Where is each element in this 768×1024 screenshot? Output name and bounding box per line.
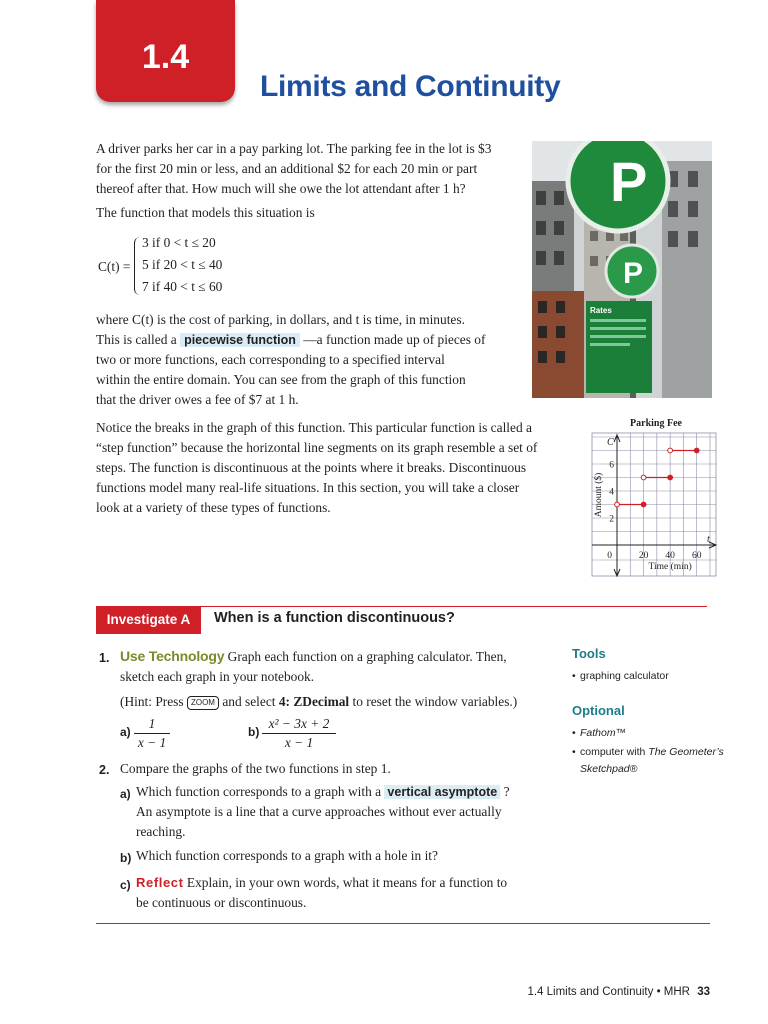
y-axis-label: Amount ($): [594, 472, 604, 518]
fraction-a-numerator: 1: [134, 716, 170, 734]
parking-fee-graph: [586, 415, 726, 585]
rates-board-text: Rates: [590, 306, 612, 315]
intro-paragraph-4: [96, 418, 578, 518]
fraction-a: [134, 716, 170, 751]
piecewise-lhs: C(t) =: [98, 259, 131, 274]
text-line: be continuous or discontinuous.: [136, 895, 307, 910]
sign-letter-small: P: [623, 257, 644, 290]
text-line: sketch each graph in your notebook.: [120, 669, 315, 684]
use-technology-keyword: Use Technology: [120, 648, 225, 664]
text-line: [96, 330, 516, 350]
text-line: A driver parks her car in a pay parking lot. The parking fee in the lot is $3: [96, 141, 492, 156]
text-fragment: Sketchpad®: [580, 763, 638, 775]
text-fragment: and select: [222, 694, 276, 709]
step-1b-label: b): [248, 725, 260, 739]
open-endpoint: [615, 502, 620, 507]
parking-sign-photo: [532, 141, 712, 398]
glossary-term-vertical-asymptote[interactable]: vertical asymptote: [384, 785, 500, 799]
step-2a-label: a): [120, 787, 131, 801]
parking-sign-illustration: [532, 141, 712, 398]
y-tick-label: 6: [609, 460, 614, 471]
optional-item-1: [572, 725, 626, 742]
closed-endpoint: [641, 502, 646, 507]
text-fragment: Graph each function on a graphing calculator. Then,: [227, 649, 507, 664]
text-line: within the entire domain. You can see from the graph of this function: [96, 372, 466, 387]
fraction-b-numerator: x² − 3x + 2: [262, 716, 336, 734]
fraction-b-denominator: x − 1: [284, 735, 314, 750]
page-number: 33: [697, 986, 710, 998]
step-2-text: Compare the graphs of the two functions in step 1.: [120, 761, 391, 776]
zdecimal-option: 4: ZDecimal: [278, 694, 350, 709]
footer-text: 1.4 Limits and Continuity • MHR: [527, 986, 690, 998]
section-title: Limits and Continuity: [260, 70, 561, 103]
text-line: for the first 20 min or less, and an additional $2 for each 20 min or part: [96, 161, 478, 176]
text-line: that the driver owes a fee of $7 at 1 h.: [96, 392, 299, 407]
graph-svg: [586, 415, 726, 580]
text-fragment: to reset the window variables.): [352, 694, 518, 709]
text-line: functions model many real-life situations. In this section, you will take a closer: [96, 480, 520, 495]
step-1a-label: a): [120, 725, 131, 739]
text-line: Notice the breaks in the graph of this function. This particular function is called a: [96, 420, 532, 435]
x-tick-label: 20: [638, 551, 649, 561]
piecewise-brace: [134, 237, 141, 295]
x-axis-letter: t: [707, 534, 710, 545]
text-line: reaching.: [136, 824, 186, 839]
tools-item: [572, 668, 669, 685]
piecewise-case-3: 7 if 40 < t ≤ 60: [142, 279, 223, 294]
text-line: [136, 873, 556, 893]
x-axis-label: Time (min): [648, 562, 692, 572]
step-2a-text: [136, 782, 556, 842]
hint-line: [120, 692, 560, 712]
zoom-key-icon: ZOOM: [187, 696, 219, 710]
glossary-term-piecewise-function[interactable]: piecewise function: [180, 333, 300, 347]
y-axis-letter: C: [607, 437, 614, 448]
section-number: 1.4: [141, 38, 190, 76]
step-2c-text: [136, 873, 556, 913]
text-line: where C(t) is the cost of parking, in dollars, and t is time, in minutes.: [96, 312, 465, 327]
text-line: two or more functions, each corresponding to a specified interval: [96, 352, 445, 367]
bullet-icon: •: [572, 670, 576, 682]
step-2c-label: c): [120, 878, 131, 892]
text-fragment: The Geometer’s: [648, 746, 724, 758]
bottom-rule: [96, 923, 710, 924]
step-1-text: [120, 646, 560, 712]
text-line: look at a variety of these types of functions.: [96, 500, 331, 515]
tools-item-label: graphing calculator: [580, 670, 669, 682]
x-tick-label: 40: [665, 551, 675, 561]
text-fragment: This is called a: [96, 332, 177, 347]
intro-paragraph-1: [96, 139, 536, 199]
reflect-keyword: Reflect: [136, 875, 184, 890]
fraction-a-denominator: x − 1: [137, 735, 167, 750]
intro-paragraph-2: The function that models this situation is: [96, 205, 315, 220]
optional-heading: Optional: [572, 703, 625, 718]
closed-endpoint: [694, 448, 699, 453]
open-endpoint: [641, 475, 646, 480]
investigate-label: Investigate A: [96, 606, 201, 634]
closed-endpoint: [668, 475, 673, 480]
text-fragment: ?: [503, 784, 510, 799]
intro-paragraph-3: [96, 310, 516, 410]
fraction-b: [262, 716, 336, 751]
piecewise-case-1: 3 if 0 < t ≤ 20: [142, 235, 216, 250]
text-fragment: —a function made up of pieces of: [303, 332, 486, 347]
bullet-icon: •: [572, 746, 576, 758]
bullet-icon: •: [572, 727, 576, 739]
text-fragment: (Hint: Press: [120, 694, 184, 709]
text-fragment: computer with: [580, 746, 646, 758]
step-2b-label: b): [120, 851, 132, 865]
step-2-number: 2.: [99, 763, 110, 777]
text-line: [136, 782, 556, 802]
text-line: An asymptote is a line that a curve approaches without ever actually: [136, 804, 502, 819]
investigate-title: When is a function discontinuous?: [214, 610, 455, 626]
graph-title: Parking Fee: [630, 418, 682, 429]
tools-heading: Tools: [572, 646, 606, 661]
text-line: steps. The function is discontinuous at the points where it breaks. Discontinuous: [96, 460, 527, 475]
step-1-number: 1.: [99, 651, 110, 665]
investigate-rule: [201, 606, 707, 607]
section-tab: [96, 0, 235, 102]
sign-letter: P: [610, 150, 648, 213]
text-fragment: Which function corresponds to a graph with a: [136, 784, 382, 799]
x-tick-label: 60: [691, 551, 702, 561]
optional-item-1-label: Fathom™: [580, 727, 627, 739]
piecewise-case-2: 5 if 20 < t ≤ 40: [142, 257, 223, 272]
origin-label: 0: [607, 551, 612, 561]
text-line: [120, 646, 560, 667]
y-tick-label: 2: [609, 514, 614, 525]
page-footer: [527, 986, 710, 998]
open-endpoint: [668, 448, 673, 453]
y-tick-label: 4: [609, 487, 614, 498]
optional-item-2: [572, 744, 724, 778]
text-line: “step function” because the horizontal line segments on its graph resemble a set of: [96, 440, 538, 455]
text-fragment: Explain, in your own words, what it means for a function to: [186, 875, 508, 890]
step-2b-text: Which function corresponds to a graph with a hole in it?: [136, 848, 438, 863]
text-line: thereof after that. How much will she owe the lot attendant after 1 h?: [96, 181, 466, 196]
